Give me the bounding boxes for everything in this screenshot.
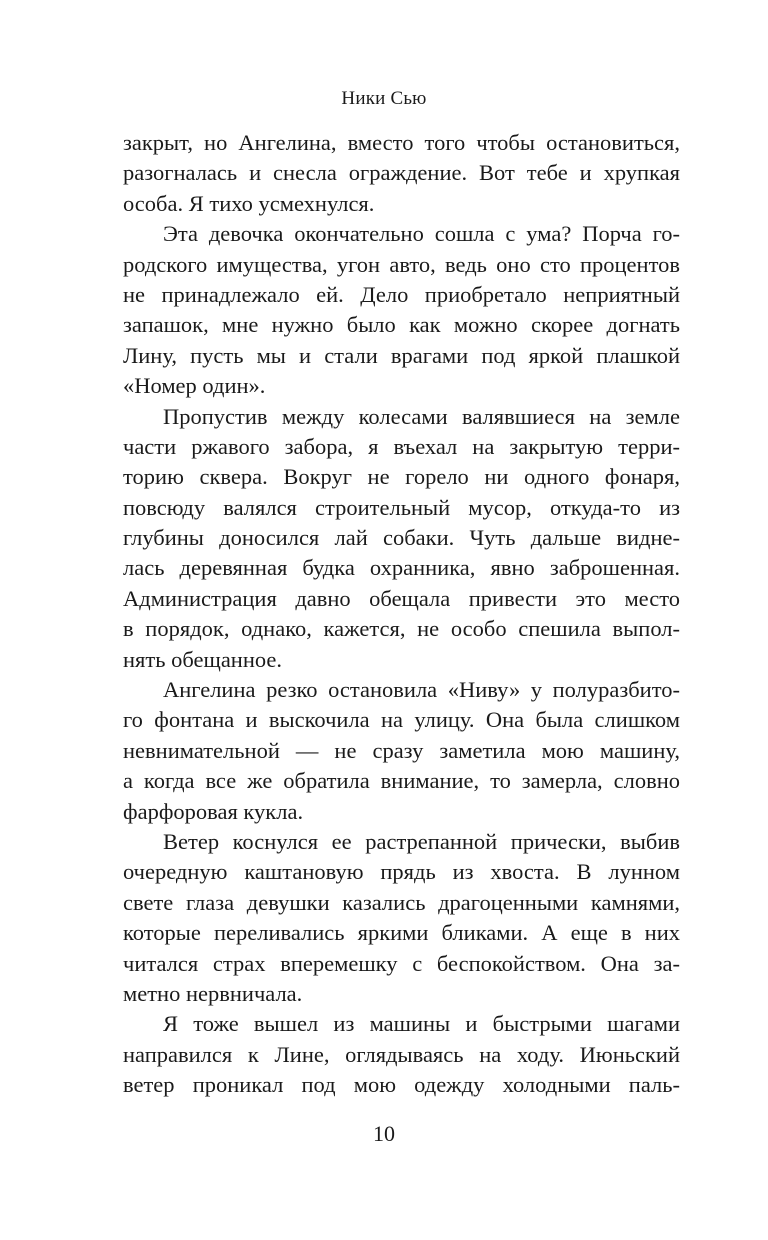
- text-line: ветер проникал под мою одежду холодными паль-: [123, 1072, 680, 1098]
- text-line: особа. Я тихо усмехнулся.: [123, 190, 375, 216]
- text-line: Ангелина резко остановила «Ниву» у полуразбито-: [163, 677, 680, 703]
- text-line: а когда все же обратила внимание, то замерла, словно: [123, 768, 680, 794]
- text-line: метно нервничала.: [123, 980, 303, 1006]
- text-line: невнимательной — не сразу заметила мою машину,: [123, 737, 680, 763]
- text-line: закрыт, но Ангелина, вместо того чтобы остановиться,: [123, 130, 680, 155]
- text-line: Ветер коснулся ее растрепанной прически, выбив: [163, 828, 680, 854]
- text-line: нять обещанное.: [123, 646, 283, 672]
- text-line: читался страх вперемешку с беспокойством. Она за-: [123, 950, 680, 976]
- text-line: направился к Лине, оглядываясь на ходу. Июньский: [123, 1041, 680, 1067]
- text-line: части ржавого забора, я въехал на закрытую терри-: [123, 433, 680, 459]
- running-header-author: Ники Сью: [341, 88, 427, 109]
- body-text: [123, 128, 680, 1101]
- text-line: фарфоровая кукла.: [123, 798, 304, 824]
- page-number: 10: [373, 1121, 395, 1146]
- text-line: Администрация давно обещала привести это место: [123, 585, 680, 611]
- text-line: Эта девочка окончательно сошла с ума? Порча го-: [163, 221, 680, 247]
- text-line: Пропустив между колесами валявшиеся на земле: [163, 403, 680, 429]
- text-line: свете глаза девушки казались драгоценными камнями,: [123, 889, 680, 915]
- text-line: Лину, пусть мы и стали врагами под яркой плашкой: [123, 342, 680, 368]
- text-line: го фонтана и выскочила на улицу. Она была слишком: [123, 707, 680, 733]
- text-line: Я тоже вышел из машины и быстрыми шагами: [163, 1011, 680, 1037]
- text-line: повсюду валялся строительный мусор, откуда-то из: [123, 494, 680, 520]
- text-line: глубины доносился лай собаки. Чуть дальше видне-: [123, 525, 680, 551]
- text-line: запашок, мне нужно было как можно скорее догнать: [123, 312, 680, 338]
- text-line: очередную каштановую прядь из хвоста. В лунном: [123, 859, 680, 885]
- text-line: «Номер один».: [123, 373, 266, 399]
- text-line: в порядок, однако, кажется, не особо спешила выпол-: [123, 616, 680, 642]
- text-line: торию сквера. Вокруг не горело ни одного фонаря,: [123, 464, 680, 490]
- text-line: не принадлежало ей. Дело приобретало неприятный: [123, 281, 680, 307]
- text-line: лась деревянная будка охранника, явно заброшенная.: [123, 555, 680, 581]
- text-line: которые переливались яркими бликами. А еще в них: [123, 920, 680, 946]
- text-line: родского имущества, угон авто, ведь оно сто процентов: [123, 251, 680, 277]
- text-line: разогналась и снесла ограждение. Вот тебе и хрупкая: [123, 160, 680, 186]
